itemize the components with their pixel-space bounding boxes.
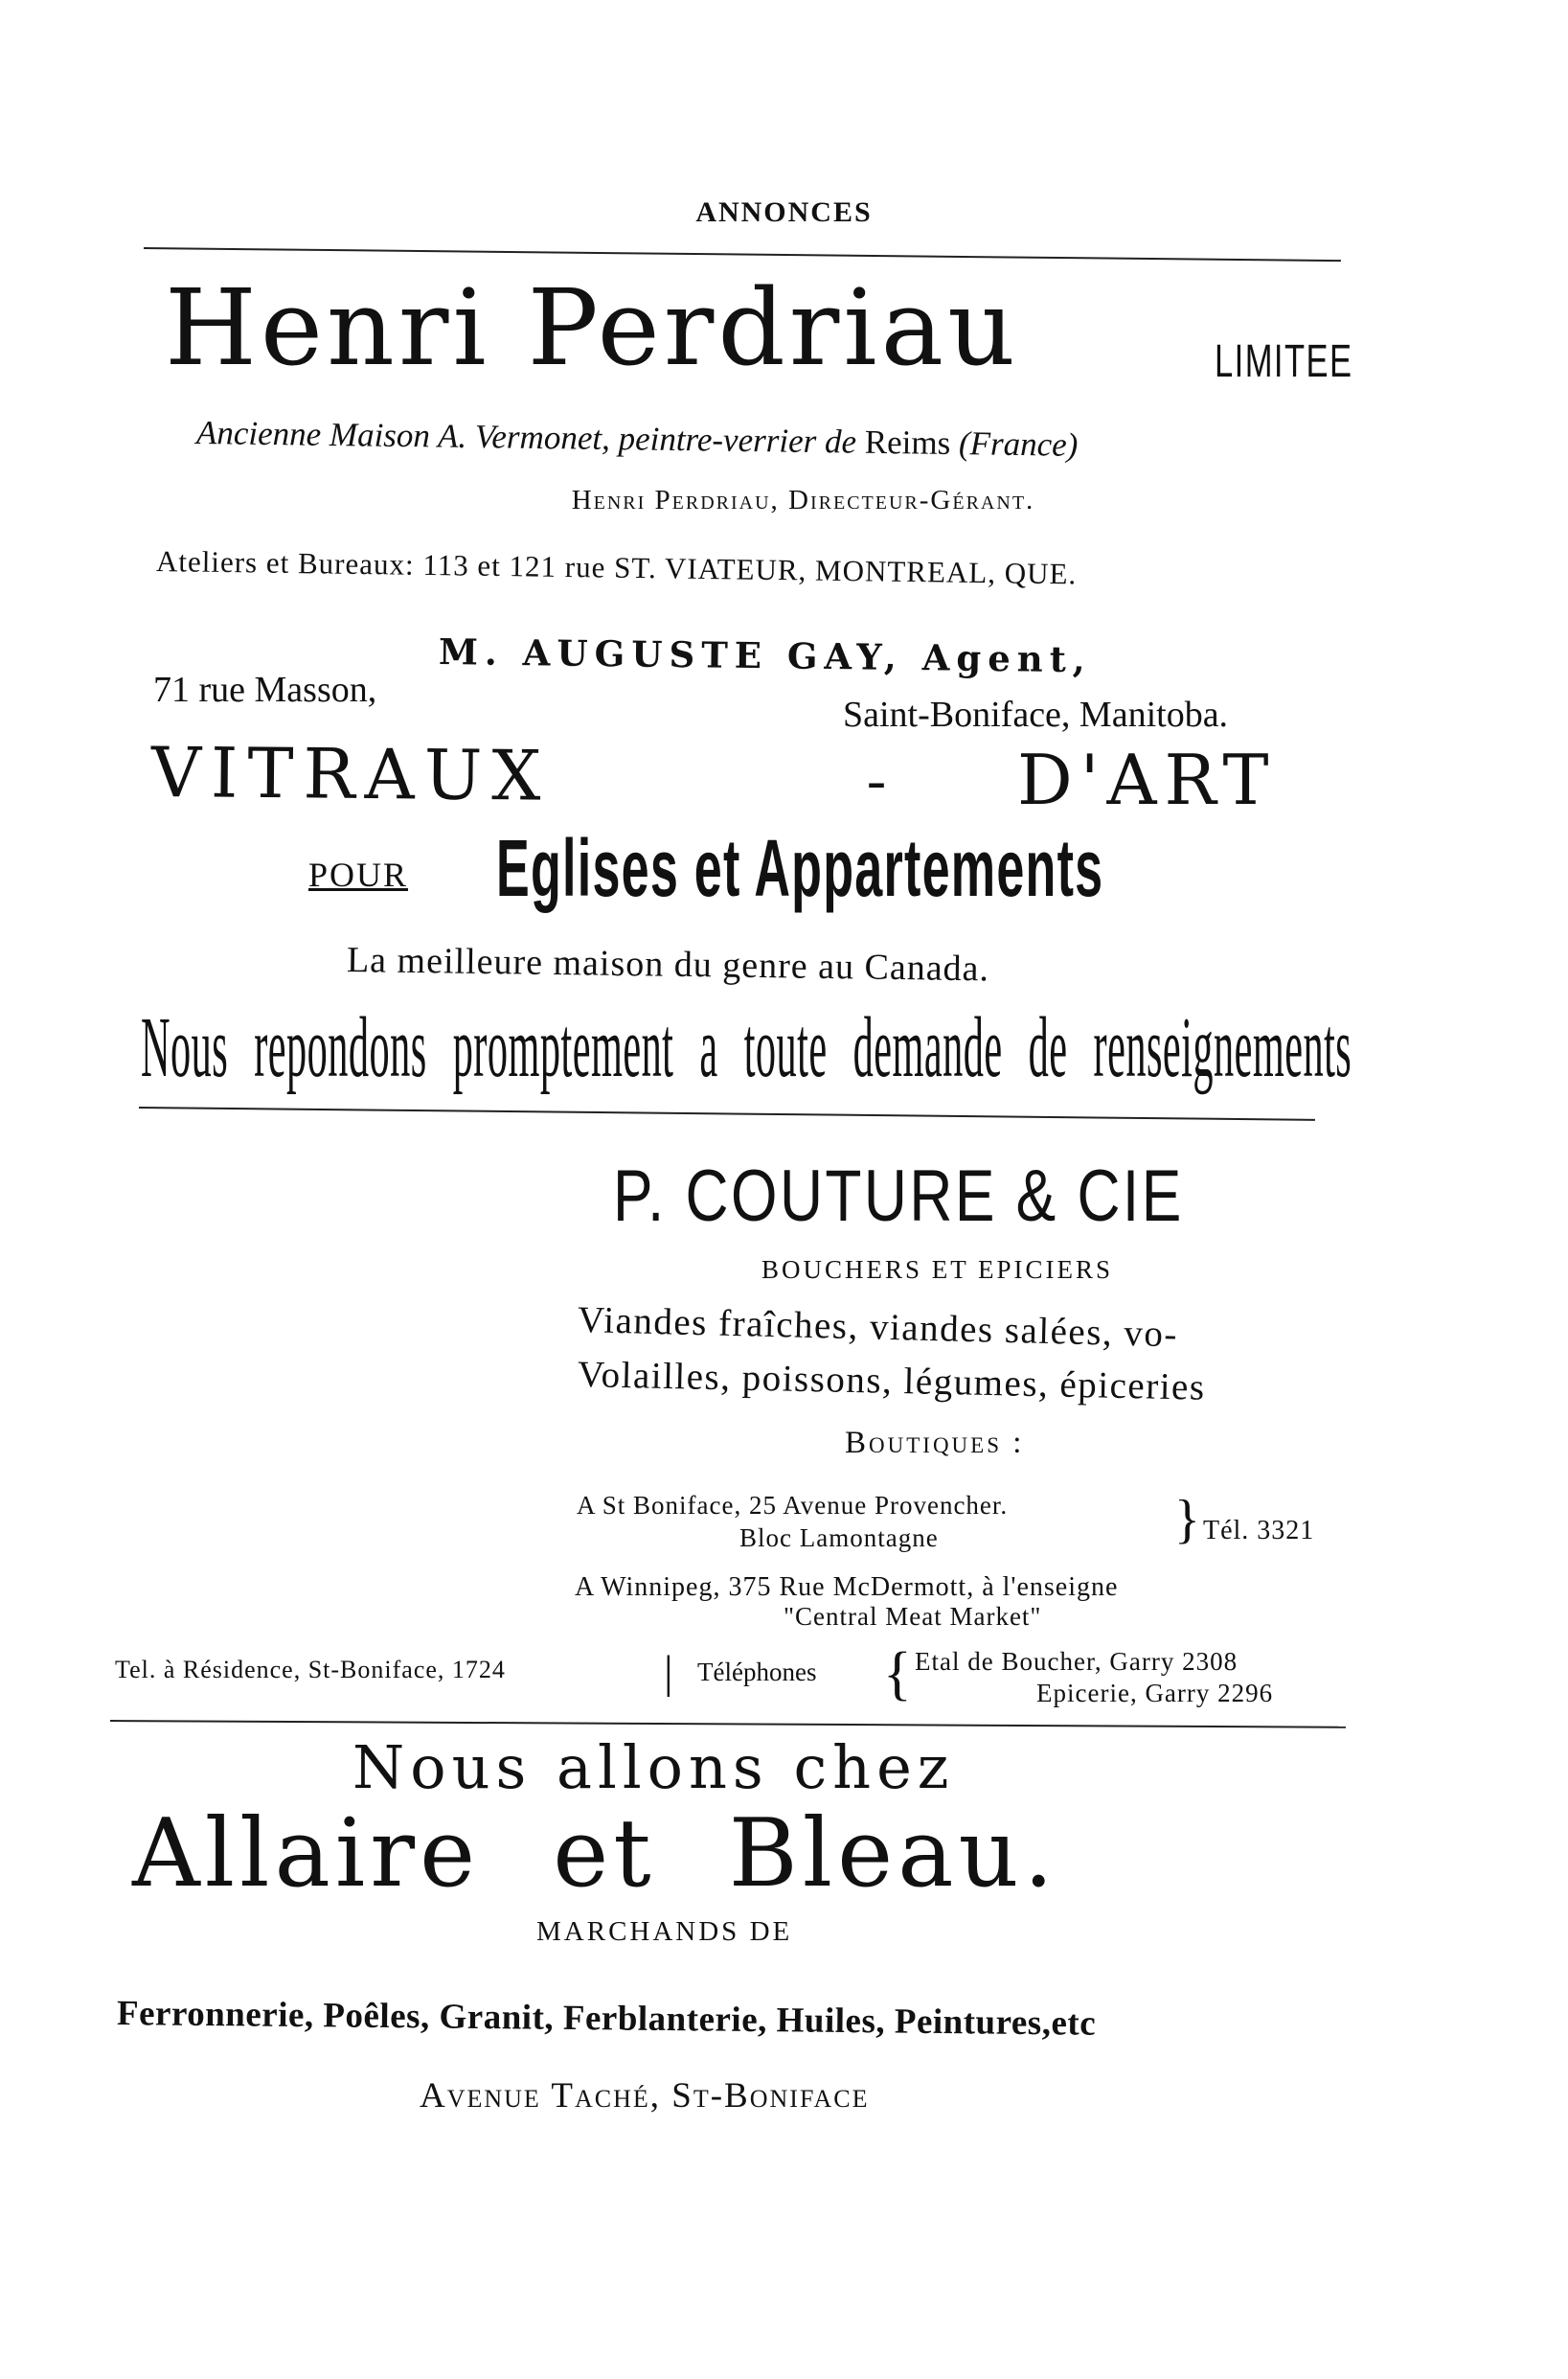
- products-line-1: Viandes fraîches, viandes salées, vo-: [577, 1299, 1179, 1356]
- products-line: Ferronnerie, Poêles, Granit, Ferblanterie, Huiles, Peintures,etc: [116, 1994, 1097, 2044]
- separator-bar: |: [664, 1647, 673, 1698]
- company-subtitle: BOUCHERS ET EPICIERS: [761, 1255, 1114, 1284]
- shop-winnipeg: A Winnipeg, 375 Rue McDermott, à l'enseigne: [575, 1572, 1119, 1602]
- workshop-address: Ateliers et Bureaux: 113 et 121 rue ST. VIATEUR, MONTREAL, QUE.: [155, 544, 1078, 591]
- shop-winnipeg-sign: "Central Meat Market": [784, 1602, 1042, 1631]
- shop-st-boniface-block: Bloc Lamontagne: [739, 1523, 939, 1552]
- response-line: Nous repondons promptement a toute demande de renseignements: [141, 1000, 1352, 1095]
- tagline: La meilleure maison du genre au Canada.: [346, 940, 990, 990]
- former-house-text: Ancienne Maison A. Vermonet, peintre-verrier de: [195, 414, 866, 461]
- shop-st-boniface: A St Boniface, 25 Avenue Provencher.: [577, 1491, 1009, 1520]
- products-line-2: Volailles, poissons, légumes, épiceries: [577, 1354, 1206, 1408]
- company-suffix: LIMITEE: [1215, 336, 1353, 387]
- divider: [110, 1720, 1346, 1728]
- page-header: ANNONCES: [695, 196, 873, 228]
- former-house-line: [196, 414, 1079, 465]
- grocery-phone: Epicerie, Garry 2296: [1036, 1679, 1274, 1707]
- divider: [139, 1107, 1315, 1121]
- residence-phone: Tel. à Résidence, St-Boniface, 1724: [115, 1656, 506, 1683]
- company-name: P. COUTURE & CIE: [613, 1155, 1184, 1237]
- intro-line: Nous allons chez: [352, 1732, 955, 1802]
- phones-label: Téléphones: [697, 1658, 817, 1686]
- eglises-heading: Eglises et Appartements: [496, 823, 1104, 913]
- company-address: Avenue Taché, St-Boniface: [420, 2076, 870, 2116]
- company-name: Allaire et Bleau.: [132, 1799, 1058, 1909]
- brace-icon: }: [1174, 1490, 1200, 1549]
- shops-heading: Boutiques :: [845, 1426, 1025, 1460]
- agent-city: Saint-Boniface, Manitoba.: [843, 695, 1229, 735]
- merchants-label: MARCHANDS DE: [536, 1916, 793, 1947]
- former-house-country: (France): [949, 423, 1079, 464]
- director-line: Henri Perdriau, Directeur-Gérant.: [571, 485, 1035, 515]
- divider: [144, 247, 1341, 262]
- shop-phone: Tél. 3321: [1203, 1516, 1315, 1545]
- brace-icon: {: [883, 1641, 912, 1706]
- agent-name: M. AUGUSTE GAY, Agent,: [438, 630, 1092, 681]
- butcher-stall-phone: Etal de Boucher, Garry 2308: [915, 1647, 1238, 1676]
- dart-heading: D'ART: [1017, 740, 1277, 820]
- former-house-city: Reims: [864, 423, 951, 462]
- agent-street: 71 rue Masson,: [153, 670, 377, 710]
- company-name: Henri Perdriau: [165, 266, 1019, 389]
- pour-label: POUR: [308, 856, 409, 894]
- vitraux-heading: VITRAUX: [150, 732, 551, 816]
- heading-dash: -: [867, 748, 886, 812]
